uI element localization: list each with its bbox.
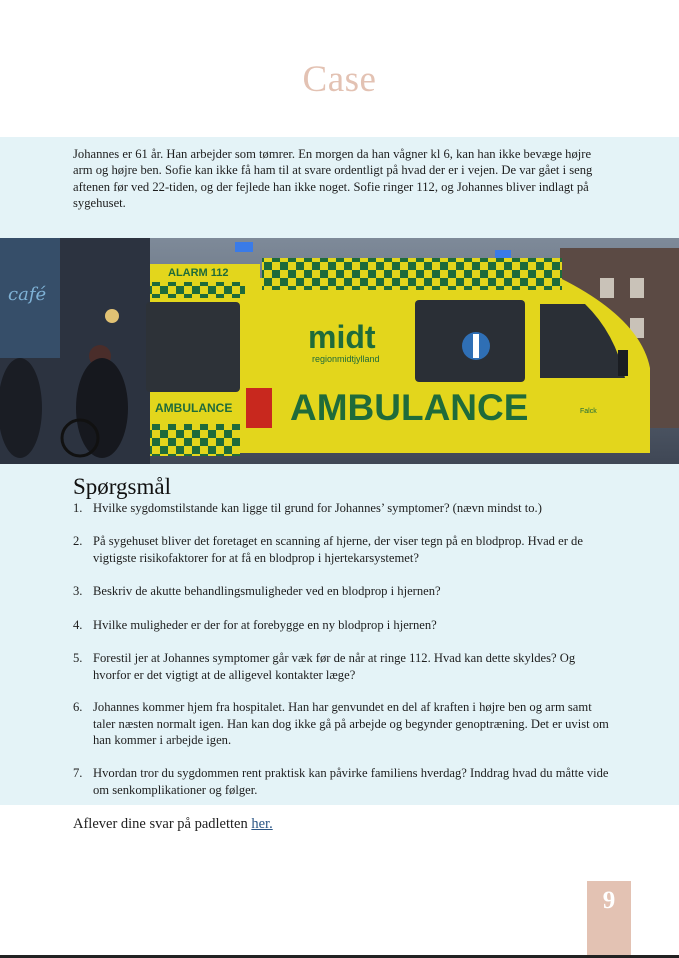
question-number: 5.	[73, 651, 83, 665]
question-number: 2.	[73, 534, 83, 548]
question-number: 1.	[73, 501, 83, 515]
question-item	[73, 533, 613, 566]
ambulance-photo	[0, 238, 679, 464]
question-text: Forestil jer at Johannes symptomer går væk før de når at ringe 112. Hvad kan dette skyldes? Og hvorfor er det vigtigt at de alligevel kontakter læge?	[93, 651, 576, 682]
intro-paragraph: Johannes er 61 år. Han arbejder som tømrer. En morgen da han vågner kl 6, kan han ikke bevæge højre arm og højre ben. Sofie kan ikke få ham til at svare ordentligt på hvad der er i vejen. De var gået i seng aftenen før ved 22-tiden, og der fejlede han ikke noget. Sofie ringer 112, og Johannes bliver indlagt på sygehuset.	[73, 147, 593, 210]
emergency-light	[235, 242, 253, 252]
plate-text: Falck	[580, 408, 597, 415]
submission-note	[73, 816, 273, 833]
page-number: 9	[602, 887, 616, 914]
padlet-link[interactable]: her.	[251, 816, 273, 832]
question-item	[73, 699, 613, 749]
question-text: Hvilke sygdomstilstande kan ligge til grund for Johannes’ symptomer? (nævn mindst to.)	[93, 501, 542, 515]
questions-heading: Spørgsmål	[73, 474, 171, 499]
question-number: 7.	[73, 766, 83, 780]
question-item	[73, 583, 613, 600]
front-ambulance-text: AMBULANCE	[155, 401, 233, 415]
question-number: 6.	[73, 700, 83, 714]
side-ambulance-text: AMBULANCE	[290, 387, 529, 428]
question-item	[73, 500, 613, 517]
question-text: Beskriv de akutte behandlingsmuligheder ved en blodprop i hjernen?	[93, 584, 441, 598]
question-text: Hvordan tror du sygdommen rent praktisk kan påvirke familiens hverdag? Inddrag hvad du måtte vide om senkomplikationer og følger.	[93, 766, 609, 797]
checker-band-bottom	[150, 424, 240, 456]
checker-band-top	[262, 258, 562, 290]
question-item	[73, 765, 613, 798]
roof-sign: ALARM 112	[168, 267, 229, 279]
shop-sign: café	[8, 284, 47, 305]
tail-light	[246, 388, 272, 428]
pedestrian	[0, 358, 42, 458]
submission-note-text: Aflever dine svar på padletten	[73, 816, 252, 832]
question-text: Hvilke muligheder er der for at forebygge en ny blodprop i hjernen?	[93, 618, 437, 632]
question-number: 3.	[73, 584, 83, 598]
question-text: Johannes kommer hjem fra hospitalet. Han har genvundet en del af kraften i højre ben og arm samt taler næsten normalt igen. Han kan dog ikke gå på arbejde og begynder genoptræning. Det er uvist om han kommer i arbejde igen.	[93, 700, 609, 747]
question-text: På sygehuset bliver det foretaget en scanning af hjerne, der viser tegn på en blodprop. Hvad er de vigtigste risikofaktorer for at få en blodprop i hjertekarsystemet?	[93, 534, 583, 565]
question-item	[73, 650, 613, 683]
page-title: Case	[302, 59, 377, 100]
street-lamp	[105, 309, 119, 323]
brand-logo: midt	[308, 319, 376, 355]
brand-sub: regionmidtjylland	[312, 354, 380, 364]
question-item	[73, 617, 613, 634]
side-mirror	[618, 350, 628, 376]
rear-window	[146, 302, 240, 392]
question-number: 4.	[73, 618, 83, 632]
page-number-box	[587, 881, 631, 958]
